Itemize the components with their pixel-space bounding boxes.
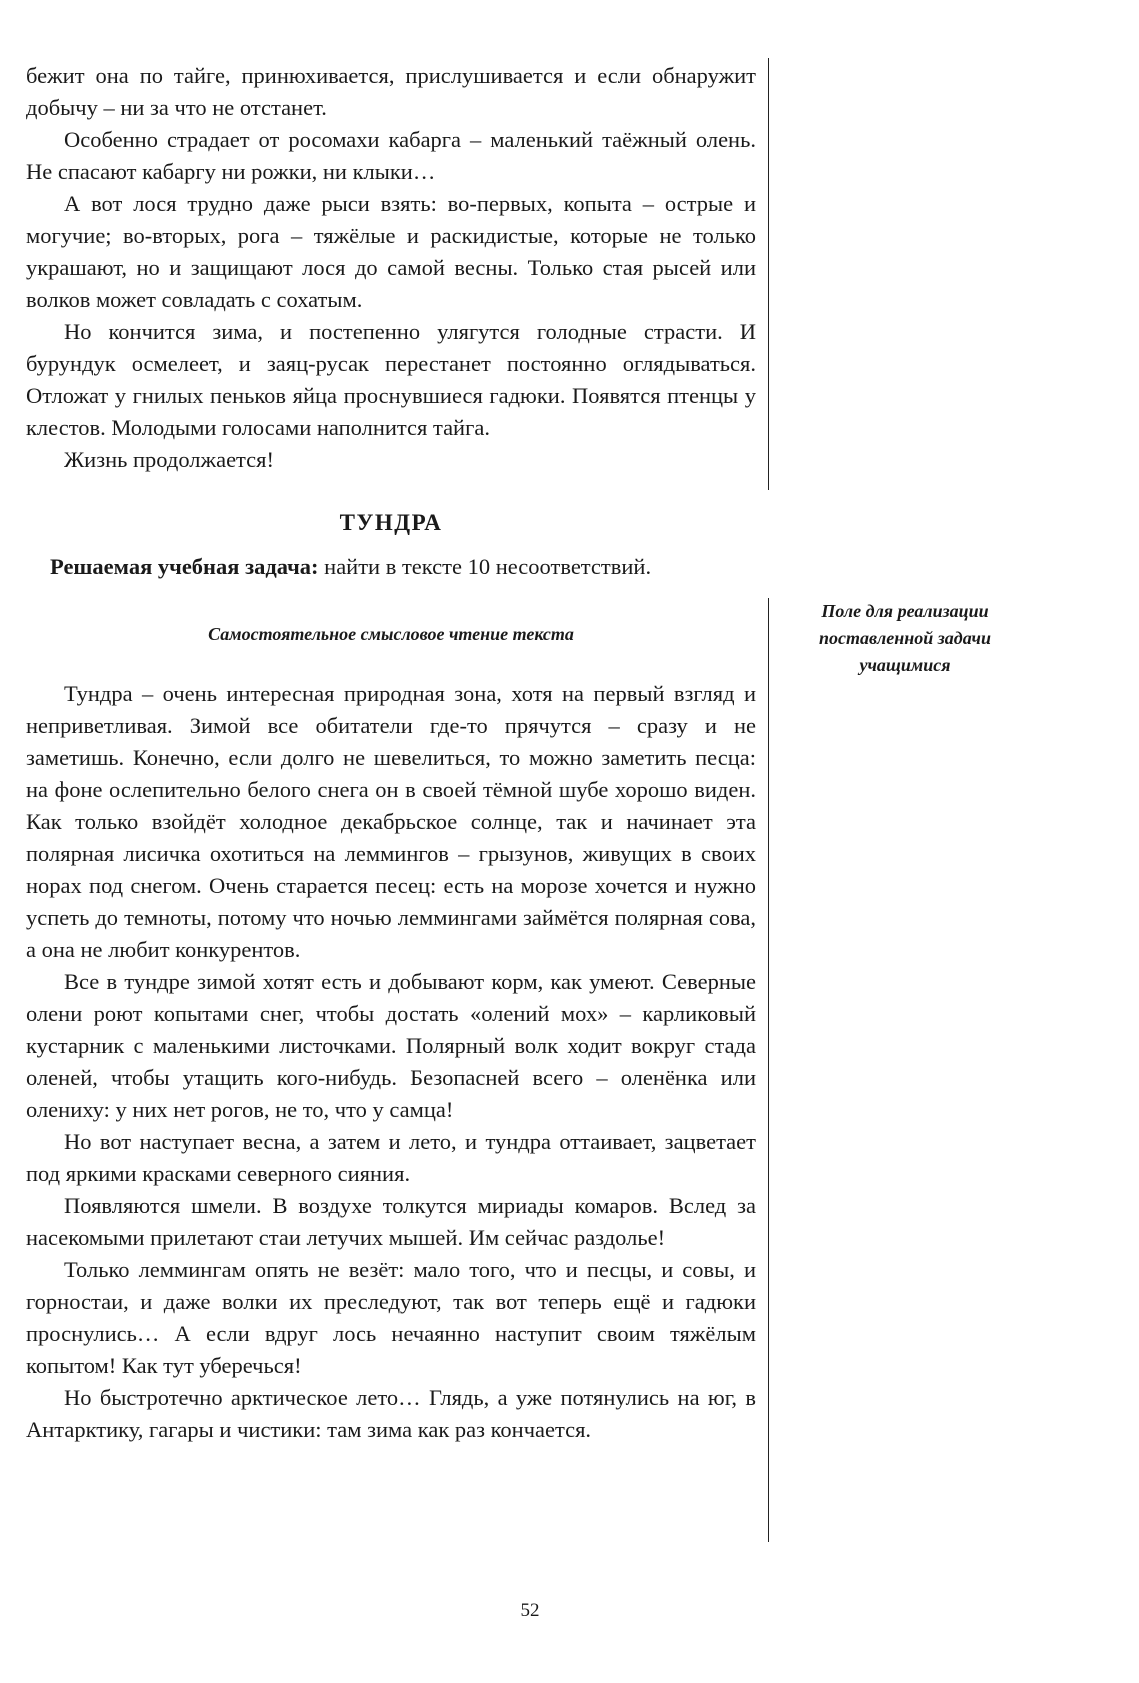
paragraph: А вот лося трудно даже рыси взять: во-первых, копыта – острые и могучие; во-вторых, рога – тяжёлые и раскидистые, которые не только украшают, но и защищают лося до самой весны. Только стая рысей или волков может совладать с сохатым. [26, 191, 756, 312]
paragraph: Только леммингам опять не везёт: мало того, что и песцы, и совы, и горностаи, и даже волки их преследуют, так вот теперь ещё и гадюки проснулись… А если вдруг лось нечаянно наступит своим тяжёлым копытом! Как тут уберечься! [26, 1257, 756, 1378]
paragraph: Но кончится зима, и постепенно улягутся голодные страсти. И бурундук осмелеет, и заяц-русак перестанет постоянно оглядываться. Отложат у гнилых пеньков яйца проснувшиеся гадюки. Появятся птенцы у клестов. Молодыми голосами наполнится тайга. [26, 319, 756, 440]
paragraph: бежит она по тайге, принюхивается, прислушивается и если обнаружит добычу – ни за что не отстанет. [26, 63, 756, 120]
paragraph: Тундра – очень интересная природная зона, хотя на первый взгляд и неприветливая. Зимой все обитатели где-то прячутся – сразу и не заметишь. Конечно, если долго не шевелиться, то можно заметить песца: на фоне ослепительно белого снега он в своей тёмной шубе хорошо виден. Как только взойдёт холодное декабрьское солнце, так и начинает эта полярная лисичка охотиться на леммингов – грызунов, живущих в своих норах под снегом. Очень старается песец: есть на морозе хочется и нужно успеть до темноты, потому что ночью леммингами займётся полярная сова, а она не любит конкурентов. [26, 681, 756, 962]
side-note: Поле для реализации поставленной задачи учащимися [819, 601, 991, 675]
paragraph: Появляются шмели. В воздухе толкутся мириады комаров. Вслед за насекомыми прилетают стаи летучих мышей. Им сейчас раздолье! [26, 1193, 756, 1250]
paragraph: Жизнь продолжается! [64, 447, 274, 472]
section-title: ТУНДРА [339, 510, 443, 535]
page-number: 52 [520, 1600, 540, 1621]
task-statement [50, 554, 651, 580]
main-text-block [26, 678, 756, 1446]
paragraph: Но вот наступает весна, а затем и лето, и тундра оттаивает, зацветает под яркими красками северного сияния. [26, 1129, 756, 1186]
reading-subheading: Самостоятельное смысловое чтение текста [208, 624, 574, 644]
margin-divider-line [768, 598, 769, 1542]
paragraph: Особенно страдает от росомахи кабарга – маленький таёжный олень. Не спасают кабаргу ни рожки, ни клыки… [26, 127, 756, 184]
paragraph: Все в тундре зимой хотят есть и добывают корм, как умеют. Северные олени роют копытами снег, чтобы достать «олений мох» – карликовый кустарник с маленькими листочками. Полярный волк ходит вокруг стада оленей, чтобы утащить кого-нибудь. Безопасней всего – оленёнка или олениху: у них нет рогов, не то, что у самца! [26, 969, 756, 1122]
task-text: найти в тексте 10 несоответствий. [318, 554, 652, 579]
task-label: Решаемая учебная задача: [50, 554, 319, 579]
top-text-block [26, 60, 756, 476]
paragraph: Но быстротечно арктическое лето… Глядь, а уже потянулись на юг, в Антарктику, гагары и чистики: там зима как раз кончается. [26, 1385, 756, 1442]
margin-divider-line [768, 58, 769, 490]
